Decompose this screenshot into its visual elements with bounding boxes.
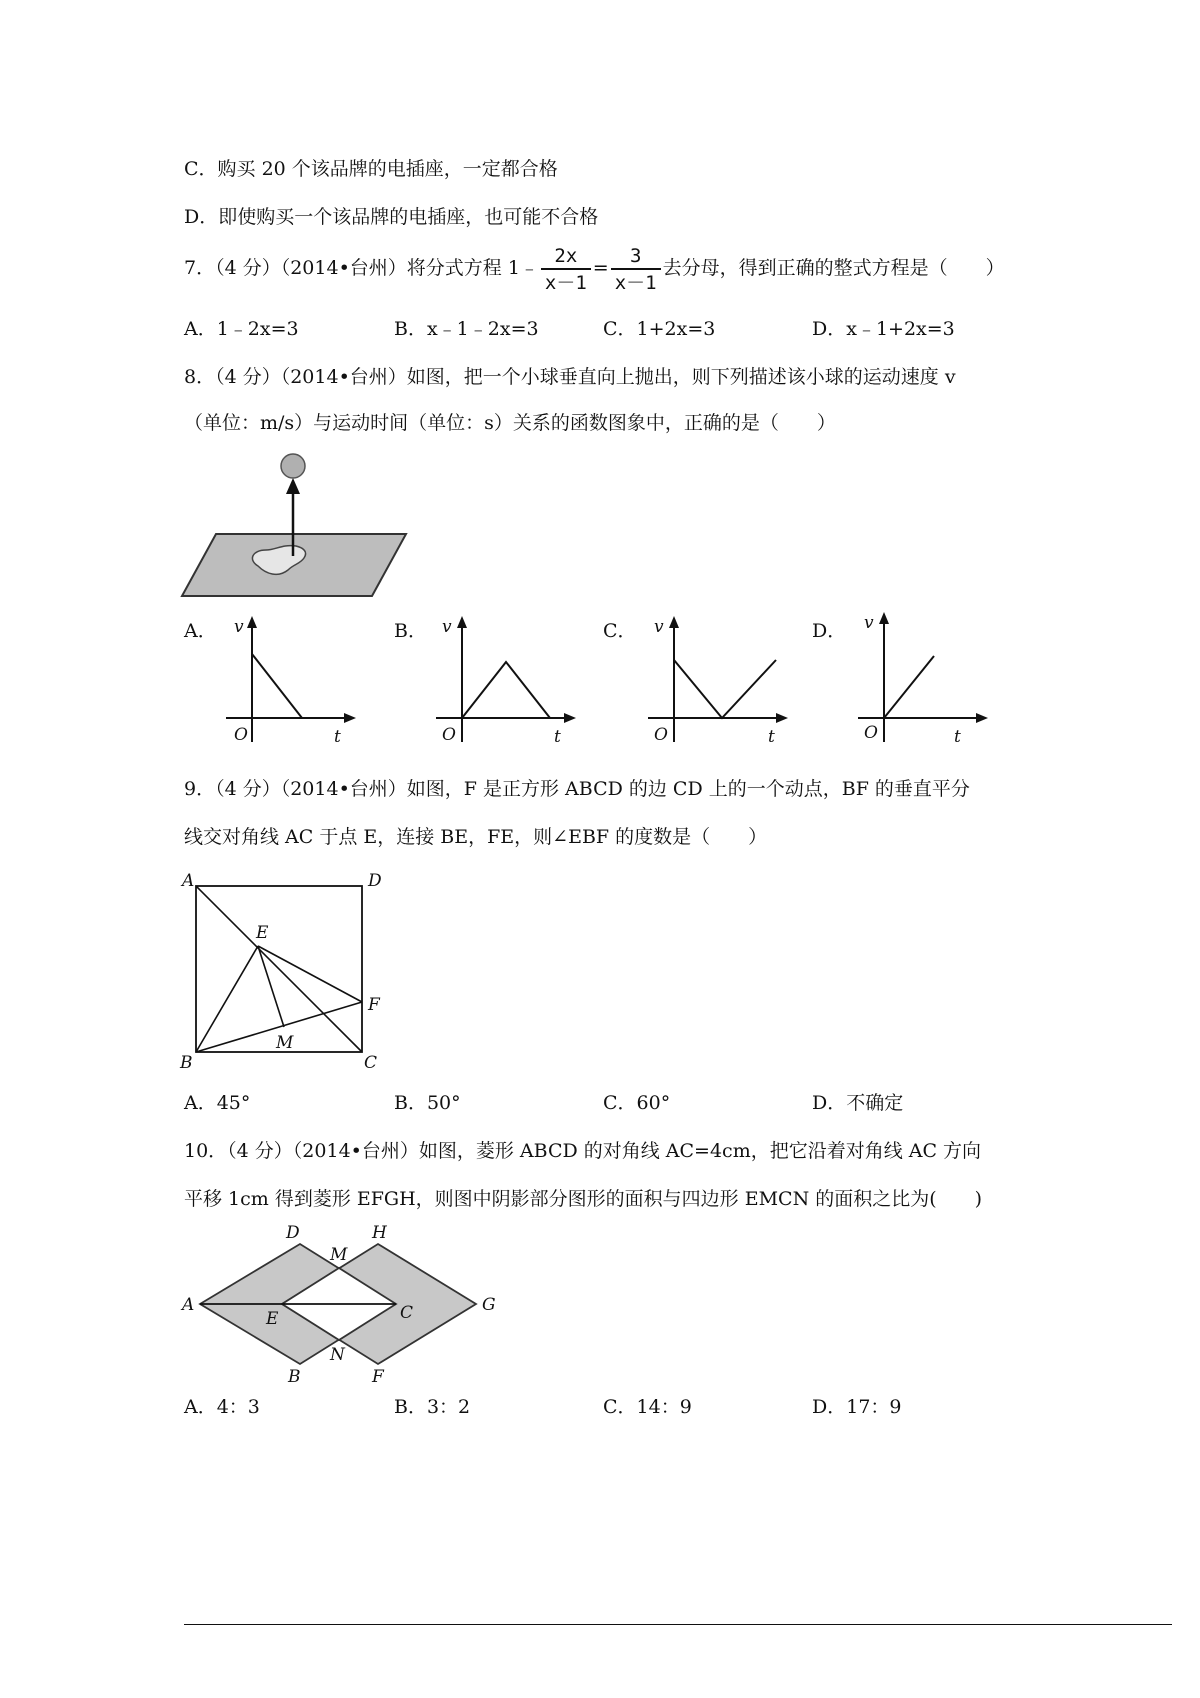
footer-rule bbox=[184, 1624, 1172, 1625]
axis-x-label: t bbox=[554, 727, 561, 747]
q9-option-c: C．60° bbox=[603, 1092, 671, 1114]
label-n: N bbox=[330, 1345, 345, 1365]
q6-option-d: D．即使购买一个该品牌的电插座，也可能不合格 bbox=[184, 206, 599, 228]
q8-stem-line1: 8．（4 分）（2014•台州）如图，把一个小球垂直向上抛出，则下列描述该小球的运动速度 v bbox=[184, 366, 956, 388]
label-a: A bbox=[182, 1295, 195, 1315]
axis-y-arrow-icon bbox=[247, 616, 257, 628]
q7-stem-suffix: 去分母，得到正确的整式方程是（ ） bbox=[662, 257, 1005, 279]
axis-y-arrow-icon bbox=[879, 612, 889, 624]
q9-option-d: D．不确定 bbox=[812, 1092, 904, 1114]
q8-graph-b bbox=[432, 612, 582, 747]
ball bbox=[281, 454, 305, 478]
q9-option-b: B．50° bbox=[394, 1092, 461, 1114]
label-e: E bbox=[266, 1309, 279, 1329]
axis-x-arrow-icon bbox=[776, 713, 788, 723]
q8-graph-a bbox=[222, 612, 362, 747]
q9-stem-line1: 9．（4 分）（2014•台州）如图，F 是正方形 ABCD 的边 CD 上的一个动点，BF 的垂直平分 bbox=[184, 778, 970, 800]
label-f: F bbox=[368, 995, 380, 1015]
q8-graph-c bbox=[644, 612, 794, 747]
origin-label: O bbox=[654, 725, 668, 745]
q8-option-d-label: D． bbox=[812, 620, 847, 642]
q8-option-b-label: B． bbox=[394, 620, 427, 642]
q7-option-b: B．x﹣1﹣2x=3 bbox=[394, 318, 539, 340]
axis-y-label: v bbox=[864, 613, 874, 633]
q10-stem-line1: 10．（4 分）（2014•台州）如图，菱形 ABCD 的对角线 AC=4cm，把它沿着对角线 AC 方向 bbox=[184, 1140, 982, 1162]
q10-stem-line2: 平移 1cm 得到菱形 EFGH，则图中阴影部分图形的面积与四边形 EMCN 的面积之比为( ) bbox=[184, 1188, 983, 1210]
label-c: C bbox=[364, 1053, 378, 1073]
label-b: B bbox=[288, 1367, 301, 1387]
q10-option-a: A．4：3 bbox=[184, 1396, 260, 1418]
axis-y-arrow-icon bbox=[457, 616, 467, 628]
label-b: B bbox=[180, 1053, 193, 1073]
q7-frac2-numerator: 3 bbox=[611, 245, 661, 270]
q8-graph-d bbox=[854, 608, 994, 748]
q8-ball-figure bbox=[180, 448, 410, 600]
label-a: A bbox=[182, 871, 195, 891]
q10-rhombus-figure bbox=[178, 1222, 508, 1387]
axis-x-label: t bbox=[768, 727, 775, 747]
q7-stem-prefix: 7．（4 分）（2014•台州）将分式方程 1﹣ bbox=[184, 257, 539, 279]
up-arrow-head-icon bbox=[286, 478, 300, 494]
label-m: M bbox=[330, 1245, 348, 1265]
q7-fraction-1 bbox=[541, 245, 591, 294]
graph-line bbox=[884, 656, 934, 718]
origin-label: O bbox=[442, 725, 456, 745]
label-f: F bbox=[372, 1367, 384, 1387]
graph-line bbox=[462, 662, 550, 718]
q7-frac1-numerator: 2x bbox=[541, 245, 591, 270]
label-d: D bbox=[368, 871, 382, 891]
q7-frac2-denominator: x－1 bbox=[614, 271, 657, 294]
q10-option-c: C．14：9 bbox=[603, 1396, 692, 1418]
q6-option-c: C．购买 20 个该品牌的电插座，一定都合格 bbox=[184, 158, 558, 180]
axis-y-label: v bbox=[234, 617, 244, 637]
axis-y-label: v bbox=[442, 617, 452, 637]
q8-option-a-label: A． bbox=[184, 620, 217, 642]
graph-line bbox=[252, 654, 302, 718]
q8-option-c-label: C． bbox=[603, 620, 637, 642]
label-d: D bbox=[286, 1223, 300, 1243]
q7-fraction-2 bbox=[611, 245, 661, 294]
q9-option-a: A．45° bbox=[184, 1092, 251, 1114]
axis-x-arrow-icon bbox=[564, 713, 576, 723]
label-g: G bbox=[482, 1295, 496, 1315]
q10-option-b: B．3：2 bbox=[394, 1396, 471, 1418]
origin-label: O bbox=[864, 723, 878, 743]
q9-stem-line2: 线交对角线 AC 于点 E，连接 BE，FE，则∠EBF 的度数是（ ） bbox=[184, 826, 768, 848]
q7-frac1-denominator: x－1 bbox=[544, 271, 587, 294]
q7-option-d: D．x﹣1+2x=3 bbox=[812, 318, 955, 340]
q10-option-d: D．17：9 bbox=[812, 1396, 902, 1418]
axis-x-arrow-icon bbox=[976, 713, 988, 723]
q9-square-figure bbox=[176, 864, 396, 1073]
label-h: H bbox=[372, 1223, 387, 1243]
q7-equals: = bbox=[592, 257, 609, 279]
origin-label: O bbox=[234, 725, 248, 745]
axis-x-label: t bbox=[334, 727, 341, 747]
axis-x-label: t bbox=[954, 727, 961, 747]
label-m: M bbox=[276, 1033, 294, 1053]
q7-stem bbox=[184, 243, 1005, 294]
q7-option-c: C．1+2x=3 bbox=[603, 318, 716, 340]
label-c: C bbox=[400, 1303, 414, 1323]
q8-stem-line2: （单位：m/s）与运动时间（单位：s）关系的函数图象中，正确的是（ ） bbox=[184, 412, 836, 434]
q7-option-a: A．1﹣2x=3 bbox=[184, 318, 299, 340]
axis-y-arrow-icon bbox=[669, 616, 679, 628]
graph-line bbox=[674, 660, 776, 718]
label-e: E bbox=[256, 923, 269, 943]
axis-x-arrow-icon bbox=[344, 713, 356, 723]
axis-y-label: v bbox=[654, 617, 664, 637]
